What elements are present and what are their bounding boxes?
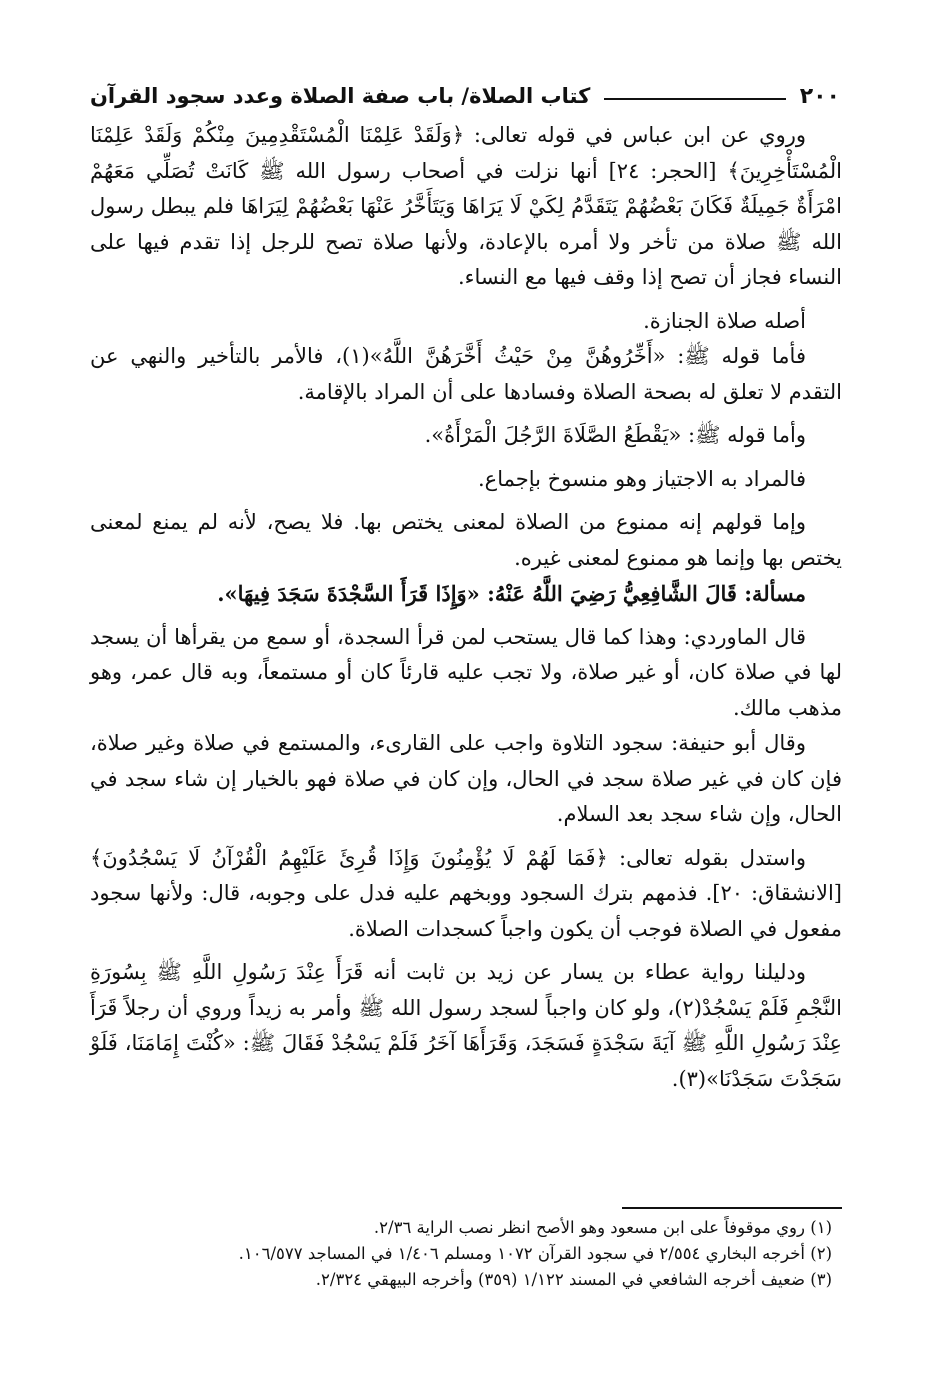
footnote-item: (١) روي موقوفاً على ابن مسعود وهو الأصح انظر نصب الراية ٢/٣٦. <box>373 1218 832 1237</box>
footnote-item: (٣) ضعيف أخرجه الشافعي في المسند ١/١٢٢ (٣٥٩) وأخرجه البيهقي ٢/٣٢٤. <box>315 1270 832 1289</box>
page-header <box>90 78 840 114</box>
main-text <box>90 118 842 1097</box>
masala-heading: مسألة: قَالَ الشَّافِعِيُّ رَضِيَ اللَّهُ عَنْهُ: «وَإِذَا قَرَأَ السَّجْدَةَ سَجَدَ فِيهَا». <box>217 581 806 606</box>
footnote-item: (٢) أخرجه البخاري ٢/٥٥٤ في سجود القرآن ١٠٧٢ ومسلم ١/٤٠٦ في المساجد ١٠٦/٥٧٧. <box>238 1244 832 1263</box>
paragraph-mamnu: وإما قولهم إنه ممنوع من الصلاة لمعنى يختص بها. فلا يصح، لأنه لم يمنع لمعنى يختص بها وإنما هو ممنوع لمعنى غيره. <box>90 510 842 570</box>
footnotes <box>90 1215 842 1293</box>
running-title: كتاب الصلاة/ باب صفة الصلاة وعدد سجود القرآن <box>90 84 591 108</box>
paragraph-mawardi: قال الماوردي: وهذا كما قال يستحب لمن قرأ السجدة، أو سمع من يقرأها أن يسجد لها في صلاة كان، أو غير صلاة، ولا تجب عليه قارئاً كان أو مستمعاً، وبه قال عمر، وهو مذهب مالك. <box>90 624 842 720</box>
paragraph-janaza: أصله صلاة الجنازة. <box>643 308 806 333</box>
paragraph-ijtiyaz: فالمراد به الاجتياز وهو منسوخ بإجماع. <box>478 466 806 491</box>
page-number: ٢٠٠ <box>799 83 840 109</box>
paragraph-yaqta: وأما قوله ﷺ: «يَقْطَعُ الصَّلَاةَ الرَّجُلَ الْمَرْأَةُ». <box>424 423 806 447</box>
paragraph-abu-hanifa: وقال أبو حنيفة: سجود التلاوة واجب على القارىء، والمستمع في صلاة وغير صلاة، فإن كان في غير صلاة سجد في الحال، وإن كان في صلاة فهو بالخيار إن شاء سجد في الحال، وإن شاء سجد بعد السلام. <box>90 731 842 826</box>
paragraph-akhiruhunna: فأما قوله ﷺ: «أَخِّرُوهُنَّ مِنْ حَيْثُ أَخَّرَهُنَّ اللَّهُ»(١)، فالأمر بالتأخير والنهي عن التقدم لا تعلق له بصحة الصلاة وفسادها على أن المراد بالإقامة. <box>90 344 842 404</box>
footnote-rule <box>622 1207 842 1209</box>
paragraph-istadall: واستدل بقوله تعالى: ﴿فَمَا لَهُمْ لَا يُؤْمِنُونَ وَإِذَا قُرِئَ عَلَيْهِمُ الْقُرْآنُ لَا يَسْجُدُونَ﴾ [الانشقاق: ٢٠]. فذمهم بترك السجود ووبخهم عليه فدل على وجوبه، قال: ولأنها سجود مفعول في الصلاة فوجب أن يكون واجباً كسجدات الصلاة. <box>90 845 842 941</box>
paragraph-dalilna: ودليلنا رواية عطاء بن يسار عن زيد بن ثابت أنه قَرَأَ عِنْدَ رَسُولِ اللَّهِ ﷺ بِسُورَةِ النَّجْمِ فَلَمْ يَسْجُدْ(٢)، ولو كان واجباً لسجد رسول الله ﷺ وأمر به زيداً وروي أن رجلاً قَرَأَ عِنْدَ رَسُولِ اللَّهِ ﷺ آيَةَ سَجْدَةٍ فَسَجَدَ، وَقَرَأَهَا آخَرُ فَلَمْ يَسْجُدْ فَقَالَ ﷺ: «كُنْتَ إِمَامَنَا، فَلَوْ سَجَدْتَ سَجَدْنَا»(٣). <box>90 960 842 1091</box>
paragraph-ibn-abbas: وروي عن ابن عباس في قوله تعالى: ﴿وَلَقَدْ عَلِمْنَا الْمُسْتَقْدِمِينَ مِنْكُمْ وَلَقَدْ عَلِمْنَا الْمُسْتَأْخِرِينَ﴾ [الحجر: ٢٤] أنها نزلت في أصحاب رسول الله ﷺ كَانَتْ تُصَلِّي مَعَهُمْ امْرَأَةٌ جَمِيلَةٌ فَكَانَ بَعْضُهُمْ يَتَقَدَّمُ لِكَيْ لَا يَرَاهَا وَيَتَأَخَّرُ عَنْهَا بَعْضُهُمْ لِيَرَاهَا فلم يبطل رسول الله ﷺ صلاة من تأخر ولا أمره بالإعادة، ولأنها صلاة تصح للرجل إذا تقدم فيها على النساء فجاز أن تصح إذا وقف فيها مع النساء. <box>90 123 842 289</box>
header-rule <box>604 98 785 100</box>
